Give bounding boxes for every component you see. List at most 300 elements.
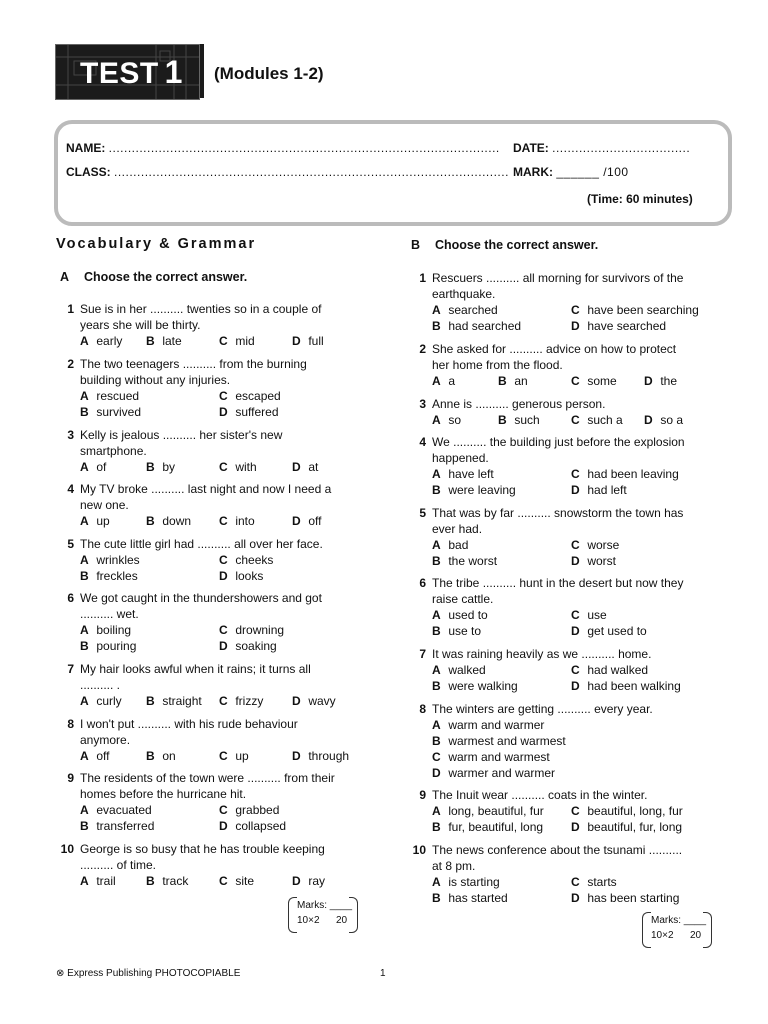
question-text: raise cattle. bbox=[432, 592, 494, 606]
answer-option[interactable] bbox=[146, 693, 202, 709]
question-text: .......... . bbox=[80, 678, 121, 692]
answer-option[interactable] bbox=[219, 693, 263, 709]
option-text: the worst bbox=[448, 554, 498, 568]
answer-option[interactable] bbox=[571, 890, 679, 906]
option-letter: B bbox=[498, 374, 507, 388]
answer-option[interactable] bbox=[432, 553, 497, 569]
option-letter: C bbox=[571, 663, 580, 677]
question-number: 2 bbox=[419, 342, 426, 356]
answer-option[interactable] bbox=[219, 638, 277, 654]
option-text: warmer and warmer bbox=[448, 766, 556, 780]
test-title: TEST 1 bbox=[80, 54, 183, 90]
answer-option[interactable] bbox=[80, 388, 139, 404]
answer-option[interactable] bbox=[432, 678, 518, 694]
answer-option[interactable] bbox=[571, 482, 627, 498]
question-number: 5 bbox=[419, 506, 426, 520]
option-letter: B bbox=[432, 891, 441, 905]
option-text: drowning bbox=[235, 623, 285, 637]
option-text: up bbox=[235, 749, 249, 763]
option-text: early bbox=[96, 334, 123, 348]
answer-option[interactable] bbox=[219, 748, 249, 764]
question-text: at 8 pm. bbox=[432, 859, 476, 873]
question-number: 4 bbox=[67, 482, 74, 496]
question bbox=[419, 701, 707, 781]
answer-option[interactable] bbox=[80, 748, 109, 764]
student-info-box bbox=[54, 120, 732, 226]
option-letter: B bbox=[146, 749, 155, 763]
option-letter: C bbox=[219, 553, 228, 567]
option-text: an bbox=[514, 374, 528, 388]
option-text: so a bbox=[660, 413, 684, 427]
answer-option[interactable] bbox=[432, 607, 488, 623]
answer-option[interactable] bbox=[432, 412, 461, 428]
answer-option[interactable] bbox=[571, 662, 648, 678]
question-number: 7 bbox=[419, 647, 426, 661]
answer-option[interactable] bbox=[432, 803, 544, 819]
answer-option[interactable] bbox=[432, 466, 494, 482]
option-text: a bbox=[448, 374, 456, 388]
option-text: with bbox=[235, 460, 257, 474]
option-letter: D bbox=[292, 460, 301, 474]
question-text: Rescuers .......... all morning for survivors of the bbox=[432, 271, 684, 285]
answer-option[interactable] bbox=[219, 622, 284, 638]
option-text: such bbox=[514, 413, 540, 427]
question bbox=[419, 505, 707, 569]
option-letter: A bbox=[80, 694, 89, 708]
option-text: frizzy bbox=[235, 694, 264, 708]
option-letter: D bbox=[292, 749, 301, 763]
answer-option[interactable] bbox=[219, 459, 257, 475]
question-text: her home from the flood. bbox=[432, 358, 563, 372]
answer-option[interactable] bbox=[80, 513, 110, 529]
option-letter: D bbox=[644, 413, 653, 427]
option-letter: D bbox=[292, 514, 301, 528]
answer-option[interactable] bbox=[80, 638, 136, 654]
question-number: 6 bbox=[419, 576, 426, 590]
option-text: boiling bbox=[96, 623, 132, 637]
question-text: My TV broke .......... last night and now I need a bbox=[80, 482, 332, 496]
option-text: on bbox=[162, 749, 176, 763]
option-text: site bbox=[235, 874, 255, 888]
option-text: evacuated bbox=[96, 803, 152, 817]
option-letter: C bbox=[571, 875, 580, 889]
option-letter: C bbox=[571, 467, 580, 481]
option-text: such a bbox=[587, 413, 623, 427]
question-number: 9 bbox=[67, 771, 74, 785]
option-text: off bbox=[96, 749, 110, 763]
answer-option[interactable] bbox=[80, 622, 131, 638]
answer-option[interactable] bbox=[292, 459, 318, 475]
option-letter: A bbox=[80, 874, 89, 888]
question bbox=[419, 434, 707, 498]
option-letter: D bbox=[292, 694, 301, 708]
option-letter: B bbox=[146, 334, 155, 348]
question bbox=[67, 356, 355, 420]
modules-label: (Modules 1-2) bbox=[214, 64, 324, 83]
answer-option[interactable] bbox=[146, 459, 175, 475]
answer-option[interactable] bbox=[219, 802, 279, 818]
option-letter: D bbox=[219, 639, 228, 653]
option-text: mid bbox=[235, 334, 255, 348]
option-text: had been walking bbox=[587, 679, 681, 693]
question-text: The tribe .......... hunt in the desert but now they bbox=[432, 576, 684, 590]
option-text: collapsed bbox=[235, 819, 287, 833]
question-number: 3 bbox=[67, 428, 74, 442]
option-letter: D bbox=[219, 819, 228, 833]
option-text: beautiful, long, fur bbox=[587, 804, 683, 818]
answer-option[interactable] bbox=[219, 818, 286, 834]
option-letter: B bbox=[146, 694, 155, 708]
option-text: ray bbox=[308, 874, 326, 888]
option-letter: B bbox=[432, 554, 441, 568]
section-title: Vocabulary & Grammar bbox=[56, 236, 257, 252]
answer-option[interactable] bbox=[146, 513, 191, 529]
option-letter: D bbox=[219, 569, 228, 583]
option-letter: C bbox=[219, 460, 228, 474]
option-letter: B bbox=[432, 483, 441, 497]
option-text: walked bbox=[448, 663, 486, 677]
question-text: We got caught in the thundershowers and got bbox=[80, 591, 322, 605]
answer-option[interactable] bbox=[644, 373, 677, 389]
option-text: bad bbox=[448, 538, 469, 552]
answer-option[interactable] bbox=[644, 412, 683, 428]
option-letter: D bbox=[571, 319, 580, 333]
option-letter: A bbox=[432, 467, 441, 481]
answer-option[interactable] bbox=[146, 748, 176, 764]
footer-publisher: ⊗ Express Publishing PHOTOCOPIABLE bbox=[56, 968, 241, 979]
question-number: 1 bbox=[419, 271, 426, 285]
answer-option[interactable] bbox=[219, 513, 255, 529]
option-text: has been starting bbox=[587, 891, 680, 905]
answer-option[interactable] bbox=[146, 873, 188, 889]
option-text: cheeks bbox=[235, 553, 274, 567]
answer-option[interactable] bbox=[219, 552, 273, 568]
answer-option[interactable] bbox=[432, 717, 544, 733]
mark-field[interactable]: MARK: ______ /100 bbox=[513, 165, 629, 179]
answer-option[interactable] bbox=[432, 318, 521, 334]
option-letter: B bbox=[80, 819, 89, 833]
option-text: trail bbox=[96, 874, 116, 888]
option-letter: C bbox=[571, 804, 580, 818]
question bbox=[67, 536, 355, 584]
answer-option[interactable] bbox=[219, 568, 263, 584]
option-letter: C bbox=[571, 303, 580, 317]
answer-option[interactable] bbox=[292, 748, 349, 764]
option-text: used to bbox=[448, 608, 488, 622]
option-text: grabbed bbox=[235, 803, 280, 817]
answer-option[interactable] bbox=[571, 302, 699, 318]
question-text: years she will be thirty. bbox=[80, 318, 201, 332]
question bbox=[67, 590, 355, 654]
option-letter: A bbox=[432, 875, 441, 889]
answer-option[interactable] bbox=[571, 874, 617, 890]
option-text: have left bbox=[448, 467, 494, 481]
option-letter: B bbox=[80, 405, 89, 419]
option-letter: C bbox=[219, 874, 228, 888]
answer-option[interactable] bbox=[571, 318, 666, 334]
option-letter: B bbox=[432, 734, 441, 748]
question-text: new one. bbox=[80, 498, 129, 512]
question-number: 3 bbox=[419, 397, 426, 411]
question-text: That was by far .......... snowstorm the town has bbox=[432, 506, 684, 520]
option-letter: D bbox=[571, 891, 580, 905]
name-field[interactable]: NAME: ...................................................................................................... bbox=[66, 141, 500, 155]
option-letter: C bbox=[219, 694, 228, 708]
option-letter: C bbox=[219, 803, 228, 817]
question bbox=[419, 341, 707, 389]
answer-option[interactable] bbox=[571, 607, 607, 623]
question-text: anymore. bbox=[80, 733, 131, 747]
question-number: 8 bbox=[67, 717, 74, 731]
answer-option[interactable] bbox=[432, 819, 543, 835]
option-text: searched bbox=[448, 303, 498, 317]
option-text: suffered bbox=[235, 405, 279, 419]
answer-option[interactable] bbox=[432, 302, 498, 318]
option-letter: C bbox=[219, 389, 228, 403]
answer-option[interactable] bbox=[432, 482, 516, 498]
option-letter: A bbox=[80, 749, 89, 763]
question-number: 9 bbox=[419, 788, 426, 802]
option-letter: D bbox=[219, 405, 228, 419]
question-number: 1 bbox=[67, 302, 74, 316]
question-text: She asked for .......... advice on how to protect bbox=[432, 342, 677, 356]
answer-option[interactable] bbox=[571, 623, 647, 639]
option-text: long, beautiful, fur bbox=[448, 804, 544, 818]
answer-option[interactable] bbox=[571, 553, 616, 569]
option-text: use to bbox=[448, 624, 482, 638]
option-letter: A bbox=[432, 413, 441, 427]
answer-option[interactable] bbox=[571, 412, 623, 428]
question bbox=[67, 661, 355, 709]
option-text: had been leaving bbox=[587, 467, 679, 481]
answer-option[interactable] bbox=[571, 537, 619, 553]
answer-option[interactable] bbox=[498, 412, 540, 428]
option-letter: B bbox=[498, 413, 507, 427]
option-letter: A bbox=[432, 608, 441, 622]
answer-option[interactable] bbox=[80, 802, 152, 818]
option-letter: A bbox=[80, 460, 89, 474]
option-letter: A bbox=[432, 804, 441, 818]
question-number: 10 bbox=[412, 843, 426, 857]
option-letter: A bbox=[80, 803, 89, 817]
question bbox=[412, 842, 707, 906]
question-text: We .......... the building just before the explosion bbox=[432, 435, 685, 449]
option-letter: B bbox=[432, 624, 441, 638]
option-text: warm and warmer bbox=[448, 718, 545, 732]
option-letter: D bbox=[571, 554, 580, 568]
answer-option[interactable] bbox=[432, 874, 500, 890]
question-number: 6 bbox=[67, 591, 74, 605]
option-letter: A bbox=[80, 553, 89, 567]
answer-option[interactable] bbox=[80, 873, 116, 889]
option-letter: D bbox=[644, 374, 653, 388]
question-number: 5 bbox=[67, 537, 74, 551]
answer-option[interactable] bbox=[80, 818, 154, 834]
part-a-marks-box: Marks: ____ 10×2 20 bbox=[288, 897, 358, 931]
date-field[interactable]: DATE: .................................... bbox=[513, 141, 691, 155]
answer-option[interactable] bbox=[292, 333, 324, 349]
question bbox=[67, 716, 355, 764]
question-text: .......... of time. bbox=[80, 858, 157, 872]
option-letter: B bbox=[146, 874, 155, 888]
answer-option[interactable] bbox=[432, 749, 550, 765]
answer-option[interactable] bbox=[146, 333, 182, 349]
option-letter: B bbox=[80, 569, 89, 583]
answer-option[interactable] bbox=[219, 873, 254, 889]
option-text: had left bbox=[587, 483, 627, 497]
answer-option[interactable] bbox=[292, 513, 321, 529]
option-letter: A bbox=[80, 389, 89, 403]
question bbox=[419, 646, 707, 694]
option-letter: A bbox=[80, 623, 89, 637]
option-text: full bbox=[308, 334, 324, 348]
answer-option[interactable] bbox=[432, 890, 508, 906]
option-text: by bbox=[162, 460, 176, 474]
option-letter: B bbox=[432, 319, 441, 333]
answer-option[interactable] bbox=[571, 373, 617, 389]
answer-option[interactable] bbox=[432, 537, 468, 553]
answer-option[interactable] bbox=[432, 733, 566, 749]
answer-option[interactable] bbox=[219, 388, 281, 404]
time-limit: (Time: 60 minutes) bbox=[587, 192, 693, 206]
answer-option[interactable] bbox=[498, 373, 528, 389]
question bbox=[60, 841, 355, 889]
option-letter: A bbox=[432, 374, 441, 388]
option-letter: B bbox=[80, 639, 89, 653]
option-text: is starting bbox=[448, 875, 500, 889]
answer-option[interactable] bbox=[80, 333, 122, 349]
answer-option[interactable] bbox=[80, 568, 138, 584]
option-text: down bbox=[162, 514, 192, 528]
question-number: 7 bbox=[67, 662, 74, 676]
option-letter: A bbox=[80, 514, 89, 528]
option-text: freckles bbox=[96, 569, 138, 583]
question-text: Anne is .......... generous person. bbox=[432, 397, 606, 411]
footer-page-number: 1 bbox=[380, 968, 386, 979]
answer-option[interactable] bbox=[432, 373, 455, 389]
option-letter: A bbox=[432, 538, 441, 552]
option-letter: D bbox=[571, 624, 580, 638]
answer-option[interactable] bbox=[219, 404, 279, 420]
question-text: smartphone. bbox=[80, 444, 147, 458]
question-text: happened. bbox=[432, 451, 489, 465]
question-text: earthquake. bbox=[432, 287, 496, 301]
question-number: 4 bbox=[419, 435, 426, 449]
question bbox=[67, 427, 355, 475]
option-letter: C bbox=[219, 623, 228, 637]
answer-option[interactable] bbox=[80, 459, 106, 475]
question-text: homes before the hurricane hit. bbox=[80, 787, 247, 801]
answer-option[interactable] bbox=[432, 765, 555, 781]
option-letter: A bbox=[432, 663, 441, 677]
option-text: at bbox=[308, 460, 319, 474]
option-text: pouring bbox=[96, 639, 137, 653]
part-b-heading: B Choose the correct answer. bbox=[411, 238, 599, 252]
question-text: The Inuit wear .......... coats in the winter. bbox=[432, 788, 648, 802]
question-text: George is so busy that he has trouble keeping bbox=[80, 842, 325, 856]
answer-option[interactable] bbox=[80, 693, 122, 709]
option-text: worst bbox=[587, 554, 617, 568]
answer-option[interactable] bbox=[571, 466, 679, 482]
option-letter: D bbox=[292, 334, 301, 348]
option-letter: D bbox=[571, 820, 580, 834]
question-text: I won't put .......... with his rude behaviour bbox=[80, 717, 298, 731]
answer-option[interactable] bbox=[292, 693, 336, 709]
question-text: Sue is in her .......... twenties so in a couple of bbox=[80, 302, 322, 316]
option-letter: D bbox=[432, 766, 441, 780]
question bbox=[419, 575, 707, 639]
option-text: wavy bbox=[308, 694, 336, 708]
option-text: has started bbox=[448, 891, 508, 905]
option-text: track bbox=[162, 874, 189, 888]
answer-option[interactable] bbox=[292, 873, 325, 889]
question bbox=[67, 481, 355, 529]
option-text: survived bbox=[96, 405, 142, 419]
option-letter: D bbox=[571, 679, 580, 693]
option-text: soaking bbox=[235, 639, 277, 653]
option-text: of bbox=[96, 460, 107, 474]
option-letter: C bbox=[219, 514, 228, 528]
option-letter: B bbox=[146, 460, 155, 474]
option-text: were leaving bbox=[448, 483, 516, 497]
answer-option[interactable] bbox=[571, 678, 681, 694]
question bbox=[67, 770, 355, 834]
answer-option[interactable] bbox=[80, 404, 141, 420]
answer-option[interactable] bbox=[432, 623, 481, 639]
answer-option[interactable] bbox=[80, 552, 140, 568]
option-text: up bbox=[96, 514, 110, 528]
question-number: 2 bbox=[67, 357, 74, 371]
option-letter: B bbox=[432, 679, 441, 693]
part-b-marks-box: Marks: ____ 10×2 20 bbox=[642, 912, 712, 946]
option-text: transferred bbox=[96, 819, 155, 833]
option-text: have searched bbox=[587, 319, 667, 333]
option-text: through bbox=[308, 749, 350, 763]
question-text: The two teenagers .......... from the burning bbox=[80, 357, 307, 371]
answer-option[interactable] bbox=[219, 333, 255, 349]
option-text: late bbox=[162, 334, 182, 348]
answer-option[interactable] bbox=[571, 803, 683, 819]
option-text: off bbox=[308, 514, 322, 528]
option-text: had walked bbox=[587, 663, 649, 677]
option-letter: B bbox=[146, 514, 155, 528]
option-text: warmest and warmest bbox=[448, 734, 566, 748]
answer-option[interactable] bbox=[571, 819, 682, 835]
class-field[interactable]: CLASS: ....................................................................................................... bbox=[66, 165, 509, 179]
option-letter: D bbox=[571, 483, 580, 497]
option-letter: B bbox=[432, 820, 441, 834]
option-text: the bbox=[660, 374, 678, 388]
question-text: The residents of the town were .......... from their bbox=[80, 771, 335, 785]
option-letter: C bbox=[571, 538, 580, 552]
option-text: worse bbox=[587, 538, 620, 552]
option-text: so bbox=[448, 413, 462, 427]
option-text: get used to bbox=[587, 624, 647, 638]
option-text: rescued bbox=[96, 389, 140, 403]
option-text: escaped bbox=[235, 389, 281, 403]
question-text: The news conference about the tsunami .......... bbox=[432, 843, 683, 857]
option-text: straight bbox=[162, 694, 202, 708]
answer-option[interactable] bbox=[432, 662, 486, 678]
option-text: were walking bbox=[448, 679, 518, 693]
option-text: wrinkles bbox=[96, 553, 140, 567]
option-text: looks bbox=[235, 569, 264, 583]
option-text: into bbox=[235, 514, 255, 528]
option-text: fur, beautiful, long bbox=[448, 820, 544, 834]
question-number: 8 bbox=[419, 702, 426, 716]
banner-divider bbox=[200, 44, 204, 98]
question bbox=[67, 301, 355, 349]
